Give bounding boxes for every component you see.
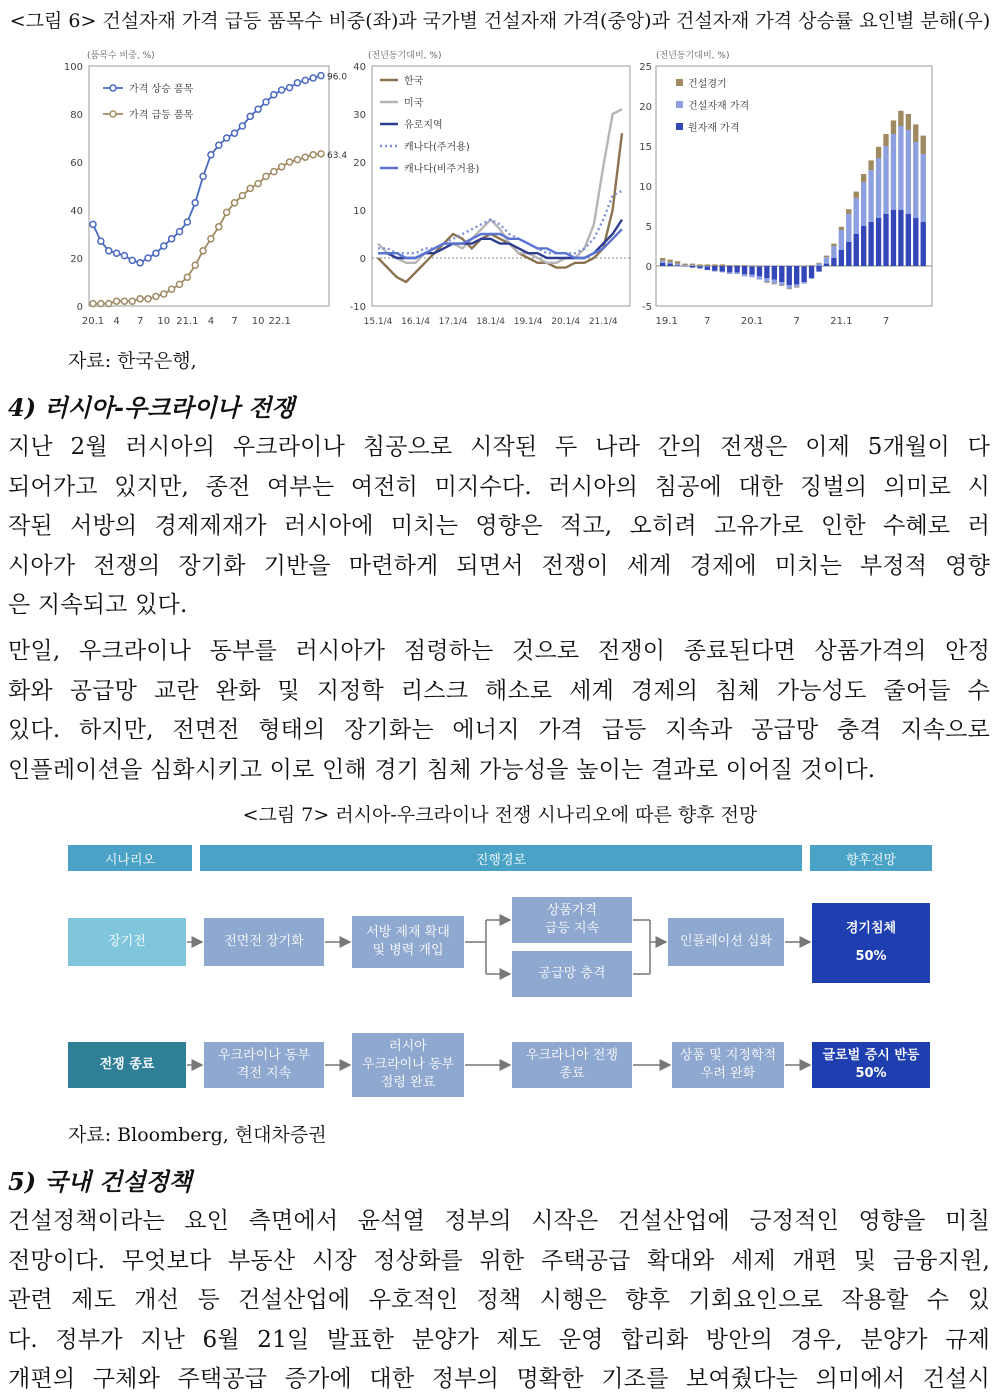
- data-point: [287, 85, 293, 91]
- legend-label: 미국: [404, 98, 424, 109]
- y-tick-label: 0: [645, 262, 652, 273]
- data-point: [255, 181, 261, 187]
- data-point: [192, 262, 198, 268]
- data-point: [90, 221, 96, 227]
- y-tick-label: 5: [645, 222, 652, 233]
- bar-segment: [667, 264, 672, 266]
- data-point: [161, 291, 167, 297]
- bar-segment: [749, 266, 754, 275]
- x-tick-label: 20.1: [81, 316, 105, 327]
- text-line: 지난 2월 러시아의 우크라이나 침공으로 시작된 두 나라 간의 전쟁은 이제 5개월이 다: [8, 434, 990, 460]
- bar-segment: [690, 265, 695, 266]
- bar-segment: [906, 214, 911, 266]
- data-point: [121, 298, 127, 304]
- step-sanctions-expansion: 서방 제재 확대 및 병력 개입: [352, 916, 464, 968]
- bar-segment: [742, 266, 747, 274]
- text-line: 개편의 구체와 주택공급 증가에 대한 정부의 명확한 기조를 보여줬다는 의미에서 건설시: [8, 1366, 990, 1392]
- bar-segment: [794, 266, 799, 284]
- x-tick-label: 7: [882, 316, 890, 327]
- data-point: [137, 260, 143, 266]
- plot-frame: [89, 66, 329, 306]
- bar-segment: [824, 264, 829, 266]
- bar-segment: [816, 266, 821, 272]
- data-point: [224, 135, 230, 141]
- bar-segment: [727, 265, 732, 266]
- bar-segment: [720, 272, 725, 273]
- y-tick-label: 0: [359, 254, 366, 265]
- x-tick-label: 15.1/4: [363, 317, 393, 327]
- legend-swatch: [676, 123, 683, 130]
- y-tick-label: 80: [70, 110, 83, 121]
- outcome-recession-prob: 50%: [855, 949, 887, 964]
- bar-segment: [779, 266, 784, 282]
- data-point: [129, 298, 135, 304]
- bar-segment: [667, 260, 672, 262]
- figure6-caption: <그림 6> 건설자재 가격 급등 품목수 비중(좌)과 국가별 건설자재 가격(중앙)과 건설자재 가격 상승률 요인별 분해(우): [9, 10, 991, 32]
- bar-segment: [682, 264, 687, 266]
- step-supply-chain-shock: 공급망 충격: [512, 951, 632, 997]
- legend-swatch: [676, 101, 683, 108]
- bar-segment: [794, 287, 799, 288]
- data-point: [200, 173, 206, 179]
- data-point: [208, 152, 214, 158]
- x-tick-label: 7: [136, 316, 144, 327]
- bar-segment: [742, 265, 747, 266]
- data-point: [232, 200, 238, 206]
- bar-segment: [742, 274, 747, 276]
- y-axis-label: (전년동기대비, %): [368, 51, 442, 61]
- x-tick-label: 19.1: [655, 316, 678, 327]
- text-line: 만일, 우크라이나 동부를 러시아가 점령하는 것으로 전쟁이 종료된다면 상품가격의 안정: [8, 638, 990, 664]
- bar-segment: [921, 222, 926, 266]
- bar-segment: [720, 266, 725, 272]
- bar-segment: [779, 282, 784, 285]
- data-point: [98, 301, 104, 307]
- x-tick-label: 21.1: [830, 316, 853, 327]
- text-line: 관련 제도 개선 등 건설산업에 우호적인 정책 시행은 향후 기회요인으로 작용할 수 있: [8, 1287, 990, 1313]
- bar-segment: [690, 266, 695, 268]
- step-full-war-prolonged: 전면전 장기화: [204, 918, 324, 966]
- legend-label: 캐나다(비주거용): [404, 164, 480, 175]
- bar-segment: [831, 244, 836, 246]
- x-tick-label: 10: [251, 316, 265, 327]
- bar-segment: [660, 263, 665, 266]
- bar-segment: [831, 246, 836, 258]
- flow-arrows: [68, 845, 932, 1095]
- data-point: [153, 250, 159, 256]
- bar-segment: [764, 278, 769, 282]
- y-tick-label: 30: [353, 110, 366, 121]
- y-tick-label: -5: [642, 302, 652, 313]
- bar-segment: [764, 266, 769, 278]
- data-point: [294, 80, 300, 86]
- bar-segment: [705, 266, 710, 267]
- y-tick-label: 100: [63, 62, 83, 73]
- data-point: [98, 238, 104, 244]
- x-tick-label: 7: [231, 316, 238, 327]
- bar-segment: [809, 266, 814, 278]
- x-tick-label: 21.1: [176, 316, 199, 327]
- x-tick-label: 21.1/4: [588, 317, 618, 327]
- data-point: [169, 286, 175, 292]
- data-point: [271, 92, 277, 98]
- series-line: [378, 133, 622, 282]
- bar-segment: [876, 147, 881, 158]
- bar-segment: [921, 136, 926, 154]
- data-point: [271, 169, 277, 175]
- bar-segment: [898, 126, 903, 210]
- data-point: [247, 113, 253, 119]
- step-russia-occupation: 러시아 우크라이나 동부 점령 완료: [352, 1033, 464, 1097]
- data-point: [279, 164, 285, 170]
- header-path: 진행경로: [200, 845, 802, 871]
- bar-segment: [787, 266, 792, 285]
- figure7-source: 자료: Bloomberg, 현대차증권: [68, 1124, 327, 1146]
- text-line: 건설정책이라는 요인 측면에서 윤석열 정부의 시작은 건설산업에 긍정적인 영향을 미칠: [8, 1208, 990, 1234]
- bar-segment: [891, 120, 896, 134]
- scenario-flowchart: [68, 845, 932, 1095]
- step-commodity-surge: 상품가격 급등 지속: [512, 897, 632, 943]
- bar-segment: [682, 266, 687, 267]
- data-point: [106, 301, 112, 307]
- data-point: [279, 87, 285, 93]
- legend-label: 건설경기: [688, 79, 727, 90]
- data-point: [294, 157, 300, 163]
- chart-right: [640, 38, 940, 338]
- bar-segment: [868, 170, 873, 222]
- bar-segment: [690, 264, 695, 266]
- bar-segment: [675, 265, 680, 266]
- data-point: [184, 274, 190, 280]
- bar-segment: [868, 222, 873, 266]
- y-tick-label: 40: [353, 62, 366, 73]
- bar-segment: [824, 256, 829, 258]
- data-point: [302, 77, 308, 83]
- bar-segment: [906, 114, 911, 130]
- data-point: [200, 248, 206, 254]
- bar-segment: [809, 265, 814, 266]
- legend-label: 가격 급등 품목: [129, 110, 194, 121]
- step-inflation-deepening: 인플레이션 심화: [668, 918, 784, 966]
- bar-segment: [898, 111, 903, 126]
- step-war-ends: 우크라니아 전쟁 종료: [512, 1042, 632, 1088]
- series-line: [93, 76, 321, 263]
- legend-label: 원자재 가격: [688, 123, 740, 134]
- bar-segment: [675, 264, 680, 266]
- data-point: [192, 200, 198, 206]
- legend-label: 유로지역: [404, 120, 443, 131]
- bar-segment: [787, 285, 792, 288]
- y-tick-label: 10: [639, 182, 652, 193]
- bar-segment: [868, 160, 873, 170]
- bar-segment: [697, 266, 702, 267]
- data-point: [137, 296, 143, 302]
- data-point: [161, 243, 167, 249]
- x-tick-label: 4: [207, 316, 215, 327]
- y-tick-label: 0: [76, 302, 83, 313]
- bar-segment: [720, 264, 725, 266]
- data-point: [287, 159, 293, 165]
- series-line: [93, 154, 321, 304]
- text-line: 전망이다. 무엇보다 부동산 시장 정상화를 위한 주택공급 확대와 세제 개편 및 금융지원,: [8, 1247, 990, 1274]
- data-point: [106, 248, 112, 254]
- scenario-war-end: 전쟁 종료: [68, 1042, 186, 1088]
- x-tick-label: 19.1/4: [513, 317, 543, 327]
- outcome-rebound-label: 글로벌 증시 반등: [822, 1048, 920, 1063]
- bar-segment: [913, 142, 918, 218]
- legend-label: 캐나다(주거용): [404, 142, 470, 153]
- bar-segment: [913, 124, 918, 142]
- bar-segment: [854, 192, 859, 198]
- bar-segment: [675, 261, 680, 263]
- text-line: 다. 정부가 지난 6월 21일 발표한 분양가 제도 운영 합리화 방안의 경우, 분양가 규제: [8, 1326, 990, 1353]
- header-outlook: 향후전망: [810, 845, 932, 871]
- section4-title: 4) 러시아-우크라이나 전쟁: [8, 393, 295, 422]
- data-point: [169, 236, 175, 242]
- data-point: [176, 229, 182, 235]
- y-tick-label: 60: [70, 158, 83, 169]
- legend-marker: [110, 85, 116, 91]
- bar-segment: [861, 226, 866, 266]
- figure7-caption: <그림 7> 러시아-우크라이나 전쟁 시나리오에 따른 향후 전망: [242, 804, 758, 826]
- bar-segment: [801, 266, 806, 282]
- bar-segment: [712, 271, 717, 272]
- bar-segment: [801, 282, 806, 284]
- data-point: [239, 123, 245, 129]
- data-point: [216, 142, 222, 148]
- data-point: [247, 185, 253, 191]
- data-point: [318, 151, 324, 157]
- bar-segment: [861, 182, 866, 226]
- bar-segment: [682, 265, 687, 266]
- y-tick-label: 15: [639, 142, 652, 153]
- text-line: 작된 서방의 경제제재가 러시아에 미치는 영향은 적고, 오히려 고유가로 인한 수혜로 러: [8, 513, 990, 539]
- bar-segment: [831, 258, 836, 266]
- section5-title: 5) 국내 건설정책: [8, 1167, 192, 1196]
- data-point: [114, 298, 120, 304]
- bar-segment: [883, 134, 888, 146]
- bar-segment: [876, 218, 881, 266]
- data-point: [114, 250, 120, 256]
- data-point: [232, 130, 238, 136]
- x-tick-label: 18.1/4: [476, 317, 506, 327]
- legend-label: 가격 상승 품목: [129, 84, 194, 95]
- end-value-label: 63.4: [327, 150, 348, 161]
- data-point: [153, 293, 159, 299]
- data-point: [176, 281, 182, 287]
- text-line: 화와 공급망 교란 완화 및 지정학 리스크 해소로 세계 경제의 침체 가능성도 줄어들 수: [8, 677, 990, 704]
- bar-segment: [846, 242, 851, 266]
- bar-segment: [839, 227, 844, 230]
- y-axis-label: (품목수 비중, %): [87, 51, 155, 61]
- data-point: [184, 219, 190, 225]
- legend-swatch: [676, 79, 683, 86]
- bar-segment: [727, 266, 732, 272]
- bar-segment: [883, 146, 888, 214]
- data-point: [121, 253, 127, 259]
- bar-segment: [861, 174, 866, 182]
- y-tick-label: 20: [639, 102, 652, 113]
- bar-segment: [854, 198, 859, 234]
- bar-segment: [883, 214, 888, 266]
- data-point: [255, 106, 261, 112]
- y-tick-label: 20: [353, 158, 366, 169]
- bar-segment: [712, 266, 717, 271]
- data-point: [263, 173, 269, 179]
- outcome-rebound-prob: 50%: [855, 1066, 887, 1081]
- bar-segment: [772, 280, 777, 284]
- bar-segment: [824, 257, 829, 263]
- x-tick-label: 4: [113, 316, 120, 327]
- section4-para2: [8, 632, 990, 790]
- data-point: [263, 99, 269, 105]
- bar-segment: [891, 210, 896, 266]
- bar-segment: [757, 266, 762, 276]
- end-value-label: 96.0: [327, 72, 348, 83]
- data-point: [318, 73, 324, 79]
- bar-segment: [839, 230, 844, 250]
- bar-segment: [898, 210, 903, 266]
- text-line: 시아가 전쟁의 장기화 기반을 마련하게 되면서 전쟁이 세계 경제에 미치는 부정적 영향: [8, 552, 990, 579]
- data-point: [302, 154, 308, 160]
- bar-segment: [734, 266, 739, 272]
- data-point: [145, 255, 151, 261]
- data-point: [90, 301, 96, 307]
- bar-segment: [809, 278, 814, 279]
- step-east-battle-continues: 우크라이나 동부 격전 지속: [204, 1042, 324, 1088]
- data-point: [239, 193, 245, 199]
- bar-segment: [667, 262, 672, 264]
- y-tick-label: 20: [70, 254, 83, 265]
- bar-segment: [794, 284, 799, 286]
- bar-segment: [846, 209, 851, 214]
- y-tick-label: 25: [639, 62, 652, 73]
- legend-label: 건설자재 가격: [688, 101, 750, 112]
- bar-segment: [734, 265, 739, 266]
- y-tick-label: 10: [353, 206, 366, 217]
- x-tick-label: 17.1/4: [438, 317, 468, 327]
- bar-segment: [749, 275, 754, 277]
- header-scenario: 시나리오: [68, 845, 192, 871]
- data-point: [145, 296, 151, 302]
- outcome-recession-label: 경기침체: [845, 921, 897, 936]
- x-tick-label: 20.1/4: [551, 317, 581, 327]
- bar-segment: [772, 266, 777, 280]
- bar-segment: [876, 158, 881, 218]
- y-tick-label: -10: [349, 302, 366, 313]
- data-point: [208, 236, 214, 242]
- x-tick-label: 16.1/4: [401, 317, 430, 327]
- bar-segment: [854, 234, 859, 266]
- bar-segment: [846, 214, 851, 242]
- section4-para1: [8, 428, 990, 626]
- text-line: 있다. 하지만, 전면전 형태의 장기화는 에너지 가격 급등 지속과 공급망 충격 지속으로: [8, 717, 990, 743]
- data-point: [216, 224, 222, 230]
- bar-segment: [891, 134, 896, 210]
- bar-segment: [801, 266, 806, 267]
- x-tick-label: 20.1: [740, 316, 764, 327]
- text-line: 은 지속되고 있다.: [8, 592, 188, 618]
- data-point: [310, 152, 316, 158]
- y-axis-label: (전년동기대비, %): [656, 51, 730, 61]
- x-tick-label: 7: [704, 316, 711, 327]
- x-tick-label: 10: [157, 316, 171, 327]
- bar-segment: [816, 264, 821, 266]
- bar-segment: [839, 250, 844, 266]
- legend-marker: [110, 111, 116, 117]
- data-point: [224, 209, 230, 215]
- figure6-source: 자료: 한국은행,: [68, 350, 197, 372]
- bar-segment: [913, 218, 918, 266]
- bar-segment: [779, 285, 784, 286]
- step-geopolitical-easing: 상품 및 지정학적 우려 완화: [672, 1042, 784, 1088]
- bar-segment: [757, 276, 762, 279]
- data-point: [129, 257, 135, 263]
- bar-segment: [921, 154, 926, 222]
- bar-segment: [734, 272, 739, 274]
- bar-segment: [816, 263, 821, 264]
- chart-left: [55, 38, 348, 338]
- scenario-long-war: 장기전: [68, 918, 186, 966]
- bar-segment: [757, 266, 762, 267]
- x-tick-label: 7: [793, 316, 800, 327]
- text-line: 되어가고 있지만, 종전 여부는 여전히 미지수다. 러시아의 침공에 대한 징벌의 의미로 시: [8, 473, 990, 500]
- bar-segment: [787, 288, 792, 289]
- bar-segment: [712, 264, 717, 266]
- bar-segment: [697, 264, 702, 266]
- data-point: [310, 75, 316, 81]
- bar-segment: [749, 266, 754, 267]
- bar-segment: [705, 266, 710, 270]
- section5-para: [8, 1202, 990, 1400]
- bar-segment: [906, 130, 911, 214]
- legend-label: 한국: [404, 76, 424, 87]
- x-tick-label: 22.1: [268, 316, 291, 327]
- bar-segment: [705, 264, 710, 266]
- bar-segment: [660, 258, 665, 260]
- bar-segment: [660, 260, 665, 262]
- bar-segment: [772, 284, 777, 285]
- y-tick-label: 40: [70, 206, 83, 217]
- chart-middle: [340, 38, 640, 338]
- bar-segment: [764, 282, 769, 283]
- text-line: 인플레이션을 심화시키고 이로 인해 경기 침체 가능성을 높이는 결과로 이어질 것이다.: [8, 756, 876, 783]
- bar-segment: [727, 272, 732, 274]
